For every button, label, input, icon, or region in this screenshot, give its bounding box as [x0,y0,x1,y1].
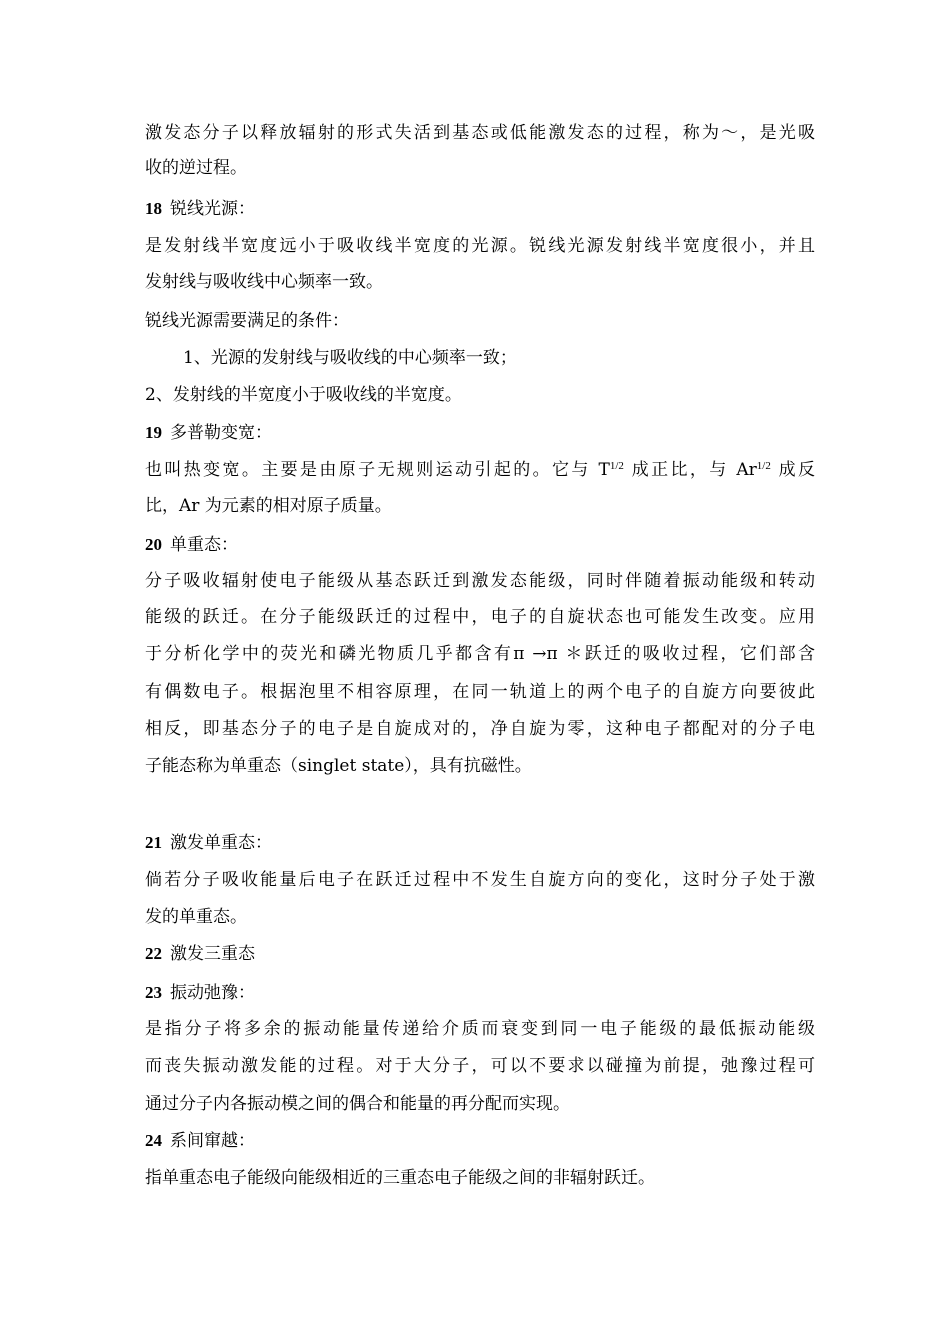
paragraph-line: 收的逆过程。 [145,158,247,178]
paragraph-line: 发的单重态。 [145,907,247,927]
paragraph-line: 有偶数电子。根据泡里不相容原理，在同一轨道上的两个电子的自旋方向要彼此 [145,682,815,702]
paragraph-line: 子能态称为单重态（singlet state），具有抗磁性。 [145,756,532,776]
paragraph-line: 分子吸收辐射使电子能级从基态跃迁到激发态能级，同时伴随着振动能级和转动 [145,571,815,591]
paragraph-line: 发射线与吸收线中心频率一致。 [145,272,383,292]
superscript: 1/2 [609,460,624,472]
section-number: 18 [145,199,162,218]
section-title: 振动弛豫： [170,983,255,1003]
paragraph-line: 于分析化学中的荧光和磷光物质几乎都含有π →π ＊跃迁的吸收过程，它们部含 [145,644,815,664]
superscript: 1/2 [756,460,771,472]
section-heading-23 [145,981,815,1005]
section-title: 单重态： [170,535,238,555]
section-title: 激发单重态： [170,833,272,853]
paragraph-line: 锐线光源需要满足的条件： [145,311,349,331]
section-heading-24 [145,1129,815,1153]
section-number: 19 [145,423,162,442]
paragraph-line [145,458,815,482]
paragraph-line: 相反，即基态分子的电子是自旋成对的，净自旋为零，这种电子都配对的分子电 [145,719,815,739]
section-number: 24 [145,1131,162,1150]
section-heading-21 [145,831,815,855]
section-number: 20 [145,535,162,554]
section-heading-20 [145,533,815,557]
text-run: 成正比，与 Ar [623,460,757,480]
paragraph-line: 激发态分子以释放辐射的形式失活到基态或低能激发态的过程，称为～，是光吸 [145,123,815,143]
paragraph-line: 而丧失振动激发能的过程。对于大分子，可以不要求以碰撞为前提，弛豫过程可 [145,1056,815,1076]
section-heading-22 [145,942,815,966]
paragraph-line: 通过分子内各振动模之间的偶合和能量的再分配而实现。 [145,1094,570,1114]
paragraph-line: 指单重态电子能级向能级相近的三重态电子能级之间的非辐射跃迁。 [145,1168,655,1188]
section-heading-19 [145,421,815,445]
section-title: 多普勒变宽： [170,423,272,443]
section-title: 激发三重态 [170,944,255,964]
paragraph-line: 是指分子将多余的振动能量传递给介质而衰变到同一电子能级的最低振动能级 [145,1019,815,1039]
list-item: 1、光源的发射线与吸收线的中心频率一致； [183,348,517,368]
text-run: 成反 [770,460,816,480]
paragraph-line: 是发射线半宽度远小于吸收线半宽度的光源。锐线光源发射线半宽度很小，并且 [145,236,815,256]
section-number: 22 [145,944,162,963]
paragraph-line: 能级的跃迁。在分子能级跃迁的过程中，电子的自旋状态也可能发生改变。应用 [145,607,815,627]
section-number: 23 [145,983,162,1002]
paragraph-line: 比，Ar 为元素的相对原子质量。 [145,496,392,516]
section-title: 锐线光源： [170,199,255,219]
section-title: 系间窜越： [170,1131,255,1151]
list-item: 2、发射线的半宽度小于吸收线的半宽度。 [145,385,462,405]
text-run: 也叫热变宽。主要是由原子无规则运动引起的。它与 T [145,460,610,480]
section-heading-18 [145,197,815,221]
paragraph-line: 倘若分子吸收能量后电子在跃迁过程中不发生自旋方向的变化，这时分子处于激 [145,870,815,890]
section-number: 21 [145,833,162,852]
